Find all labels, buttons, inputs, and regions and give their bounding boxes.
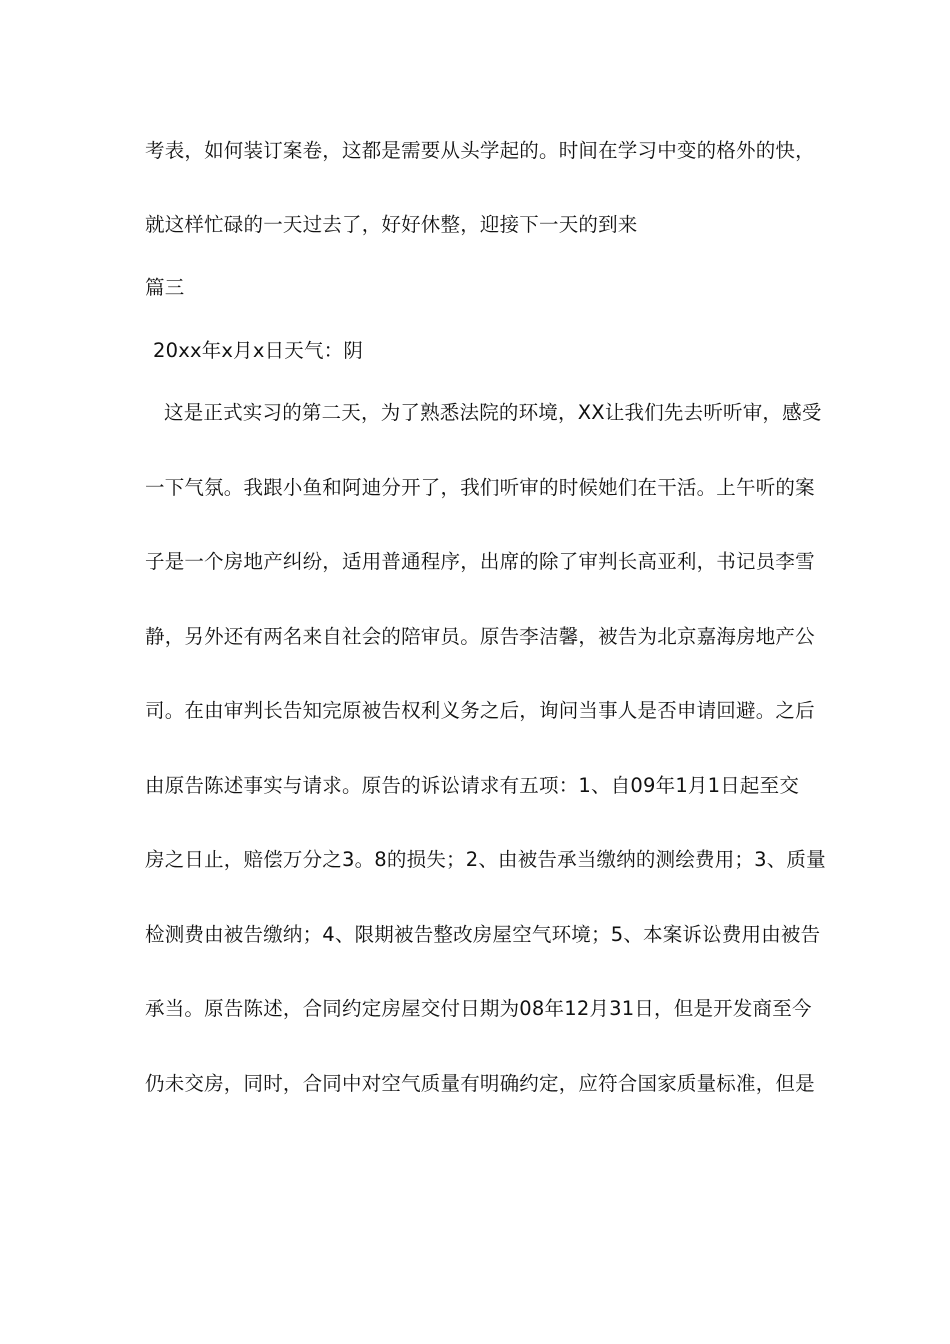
body-line-6: 由原告陈述事实与请求。原告的诉讼请求有五项：1、自09年1月1日起至交 [145,774,800,797]
continuation-line-2: 就这样忙碌的一天过去了，好好休整，迎接下一天的到来 [145,213,638,236]
body-line-5: 司。在由审判长告知完原被告权利义务之后，询问当事人是否申请回避。之后 [145,699,815,722]
continuation-line-1: 考表，如何装订案卷，这都是需要从头学起的。时间在学习中变的格外的快， [145,139,815,162]
body-line-9: 承当。原告陈述，合同约定房屋交付日期为08年12月31日，但是开发商至今 [145,997,812,1020]
body-line-4: 静，另外还有两名来自社会的陪审员。原告李洁馨，被告为北京嘉海房地产公 [145,625,815,648]
body-line-8: 检测费由被告缴纳；4、限期被告整改房屋空气环境；5、本案诉讼费用由被告 [145,923,821,946]
date-weather-line: 20xx年x月x日天气：阴 [153,339,364,362]
body-line-2: 一下气氛。我跟小鱼和阿迪分开了，我们听审的时候她们在干活。上午听的案 [145,476,815,499]
body-line-3: 子是一个房地产纠纷，适用普通程序，出席的除了审判长高亚利，书记员李雪 [145,550,815,573]
body-line-1: 这是正式实习的第二天，为了熟悉法院的环境，XX让我们先去听听审，感受 [164,401,822,424]
body-line-10: 仍未交房，同时，合同中对空气质量有明确约定，应符合国家质量标准，但是 [145,1072,815,1095]
section-title: 篇三 [145,276,185,299]
body-line-7: 房之日止，赔偿万分之3。8的损失；2、由被告承当缴纳的测绘费用；3、质量 [145,848,826,871]
